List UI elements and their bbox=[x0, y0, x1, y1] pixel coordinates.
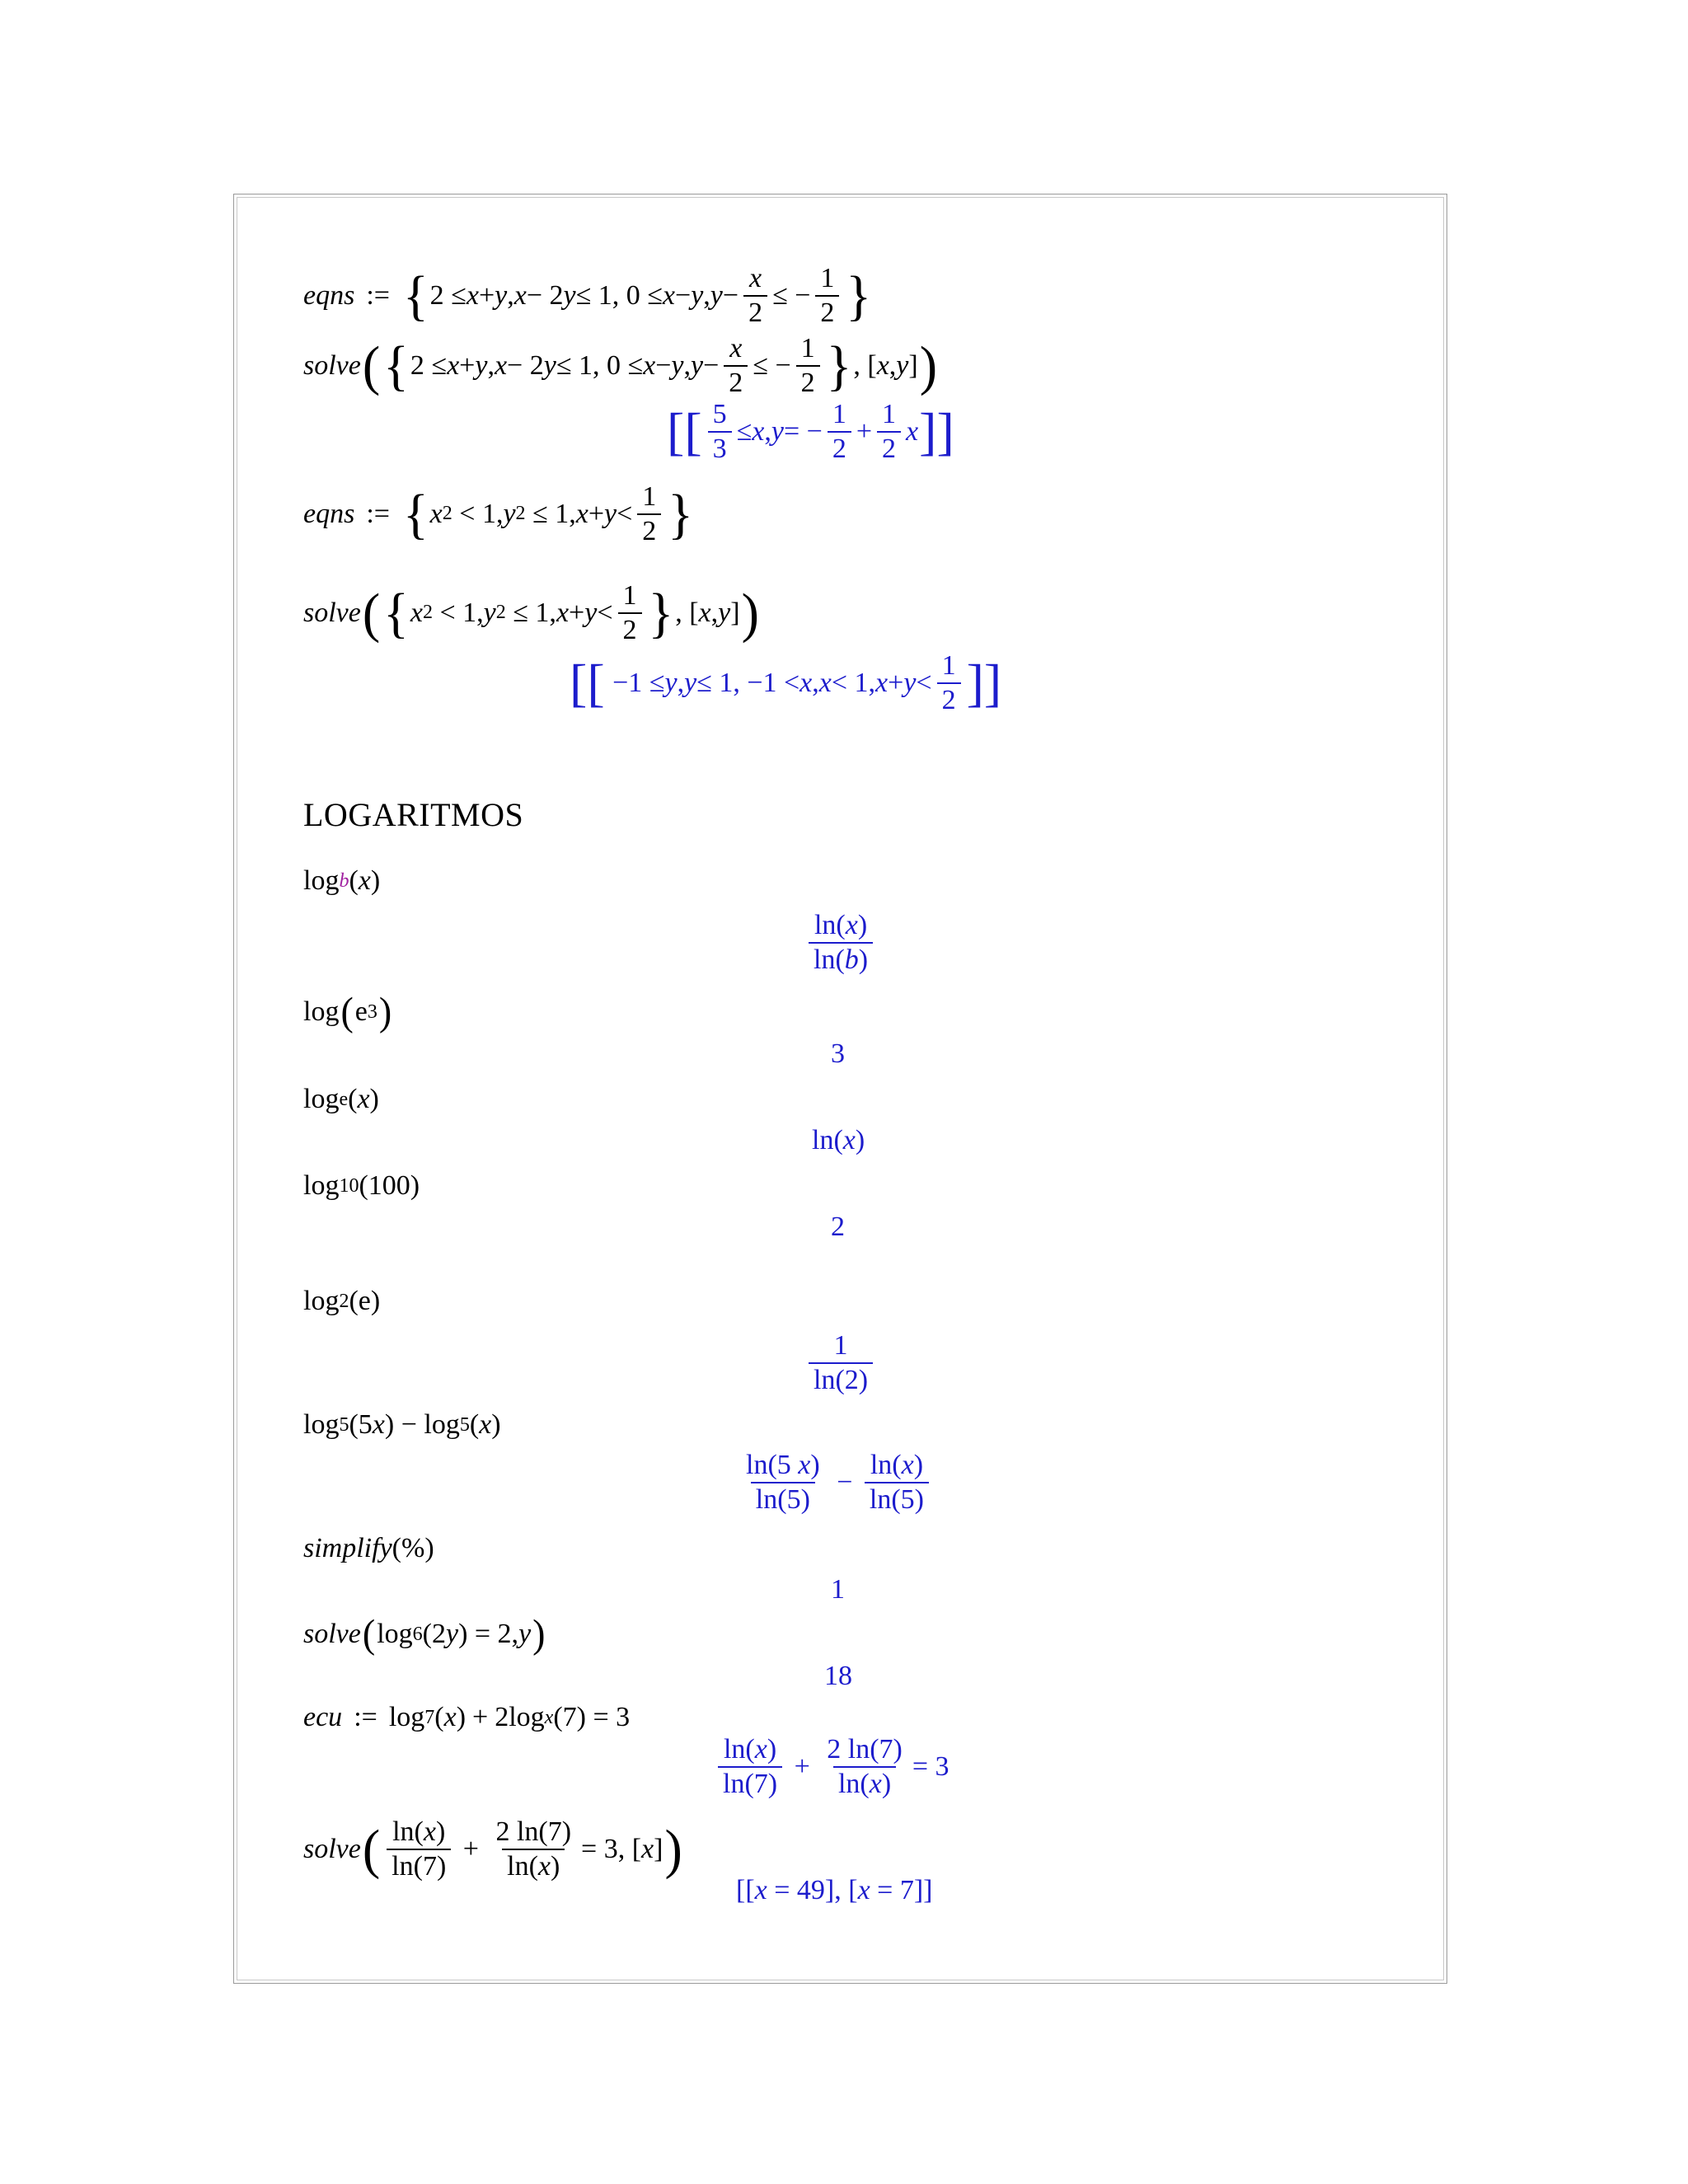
solve2-input[interactable]: solve ( { x 2 < 1, y 2 ≤ 1, x + y < $\frac{1}{2}$ } , [ x , y ] ) bbox=[303, 580, 759, 645]
ecu-output: $\frac{\ln(x)}{\ln(7)}$ + $\frac{2 \ln(7)}{\ln(x)}$ = 3 bbox=[713, 1735, 950, 1798]
solve3-output: 18 bbox=[824, 1661, 852, 1691]
loge3-output: 3 bbox=[831, 1038, 845, 1069]
solve2-output: [[ −1 ≤ y , y ≤ 1, −1 < x , x < 1, x + y < $\frac{1}{2}$ ]] bbox=[570, 650, 1002, 715]
log5-input[interactable]: log 5 (5 x ) − log 5 ( x ) bbox=[303, 1409, 501, 1440]
eqns2-input[interactable]: eqns := { x 2 < 1, y 2 ≤ 1, x + y < $\frac{1}{2}$ } bbox=[303, 481, 693, 546]
solve1-input[interactable]: solve ( { 2 ≤ x + y , x − 2 y ≤ 1, 0 ≤ x − y , y − $\frac{x}{2}$ ≤ − $\frac{1}{2}$ } , [ x , y ] ) bbox=[303, 333, 938, 398]
loge-output: ln( x ) bbox=[812, 1125, 865, 1155]
logb-input[interactable]: log b ( x ) bbox=[303, 865, 381, 896]
log10-input[interactable]: log 10 (100) bbox=[303, 1170, 420, 1201]
ecu-input[interactable]: ecu := log 7 ( x ) + 2log x (7) = 3 bbox=[303, 1702, 631, 1732]
solve4-input[interactable]: solve ( $\frac{\ln(x)}{\ln(7)}$ + $\frac{2 \ln(7)}{\ln(x)}$ = 3, [ x ] ) bbox=[303, 1816, 682, 1882]
log2-input[interactable]: log 2 (e) bbox=[303, 1286, 381, 1316]
solve4-output: [[ x = 49], [ x = 7]] bbox=[736, 1875, 933, 1905]
simplify-input[interactable]: simplify (%) bbox=[303, 1533, 434, 1563]
log5-output: $\frac{\ln(5 x)}{\ln(5)}$ − $\frac{\ln(x)}{\ln(5)}$ bbox=[736, 1451, 934, 1514]
loge-input[interactable]: log e ( x ) bbox=[303, 1084, 379, 1114]
loge3-input[interactable]: log ( e 3 ) bbox=[303, 989, 392, 1034]
section-heading: LOGARITMOS bbox=[303, 796, 524, 833]
simplify-output: 1 bbox=[831, 1574, 845, 1605]
eqns1-input[interactable]: eqns := { 2 ≤ x + y , x − 2 y ≤ 1, 0 ≤ x − y , y − $\frac{x}{2}$ ≤ − $\frac{1}{2}$ } bbox=[303, 263, 872, 328]
log2-output: $\frac{1}{\ln(2)}$ bbox=[804, 1331, 878, 1394]
solve1-output: [[ $\frac{5}{3}$ ≤ x , y = − $\frac{1}{2}$ + $\frac{1}{2}$ x ]] bbox=[667, 399, 954, 464]
logb-output: $\frac{\ln(x)}{\ln(b)}$ bbox=[804, 911, 878, 974]
log10-output: 2 bbox=[831, 1212, 845, 1242]
solve3-input[interactable]: solve ( log 6 (2 y ) = 2, y ) bbox=[303, 1611, 546, 1657]
